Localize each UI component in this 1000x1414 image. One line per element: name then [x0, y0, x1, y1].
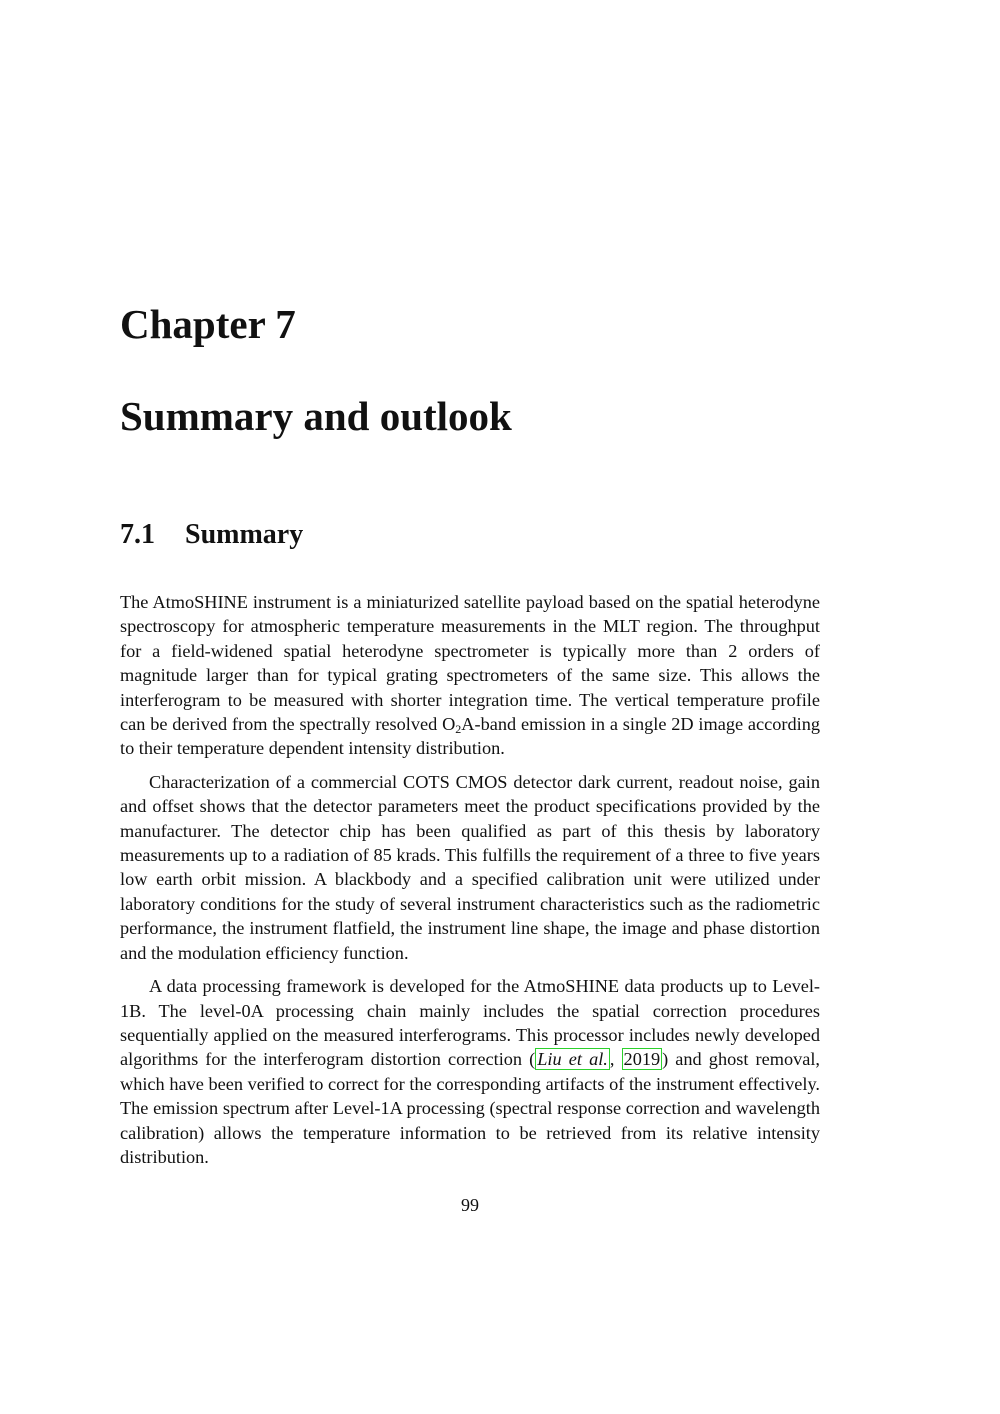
- section-number: 7.1: [120, 519, 155, 550]
- page-number: 99: [461, 1195, 479, 1215]
- paragraph-3-text-b: ) and ghost removal, which have been verified to correct for the corresponding artifacts of the instrument effectively. The emission spectrum after Level-1A processing (spectral response correction and wavelength calibration) allows the temperature information to be retrieved from its relative intensity distribution.: [120, 1049, 821, 1167]
- paragraph-1: [120, 590, 820, 761]
- chapter-title: Summary and outlook: [120, 393, 512, 439]
- paragraph-3-text-a: A data processing framework is developed for the AtmoSHINE data products up to Level-1B. The level-0A processing chain mainly includes the spatial correction procedures sequentially applied on the measured interferograms. This processor includes newly developed algorithms for the interferogram distortion correction (: [120, 976, 820, 1070]
- paragraph-2: Characterization of a commercial COTS CMOS detector dark current, readout noise, gain and offset shows that the detector parameters meet the product specifications provided by the manufacturer. The detector chip has been qualified as part of this thesis by laboratory measurements up to a radiation of 85 krads. This fulfills the requirement of a three to five years low earth orbit mission. A blackbody and a specified calibration unit were utilized under laboratory conditions for the study of several instrument characteristics such as the radiometric performance, the instrument flatfield, the instrument line shape, the image and phase distortion and the modulation efficiency function.: [120, 771, 820, 963]
- citation-author-link[interactable]: Liu et al.: [537, 1049, 608, 1070]
- citation-year-link[interactable]: 2019: [623, 1049, 661, 1070]
- paragraph-1-text-a: The AtmoSHINE instrument is a miniaturized satellite payload based on the spatial heterodyne spectroscopy for atmospheric temperature measurements in the MLT region. The throughput for a field-widened spatial heterodyne spectrometer is typically more than 2 orders of magnitude larger than for typical grating spectrometers of the same size. This allows the interferogram to be measured with shorter integration time. The vertical temperature profile can be derived from the spectrally resolved O: [120, 592, 820, 735]
- subscript-2: 2: [455, 722, 462, 737]
- paragraph-1-text-b: A-band emission in a single 2D image according to their temperature dependent intensity distribution.: [120, 714, 820, 759]
- citation-separator: ,: [609, 1049, 622, 1070]
- section-heading: [120, 518, 303, 552]
- chapter-label: Chapter 7: [120, 301, 296, 347]
- section-title: Summary: [185, 519, 304, 550]
- body-text: [120, 590, 820, 1178]
- paragraph-3: [120, 974, 820, 1169]
